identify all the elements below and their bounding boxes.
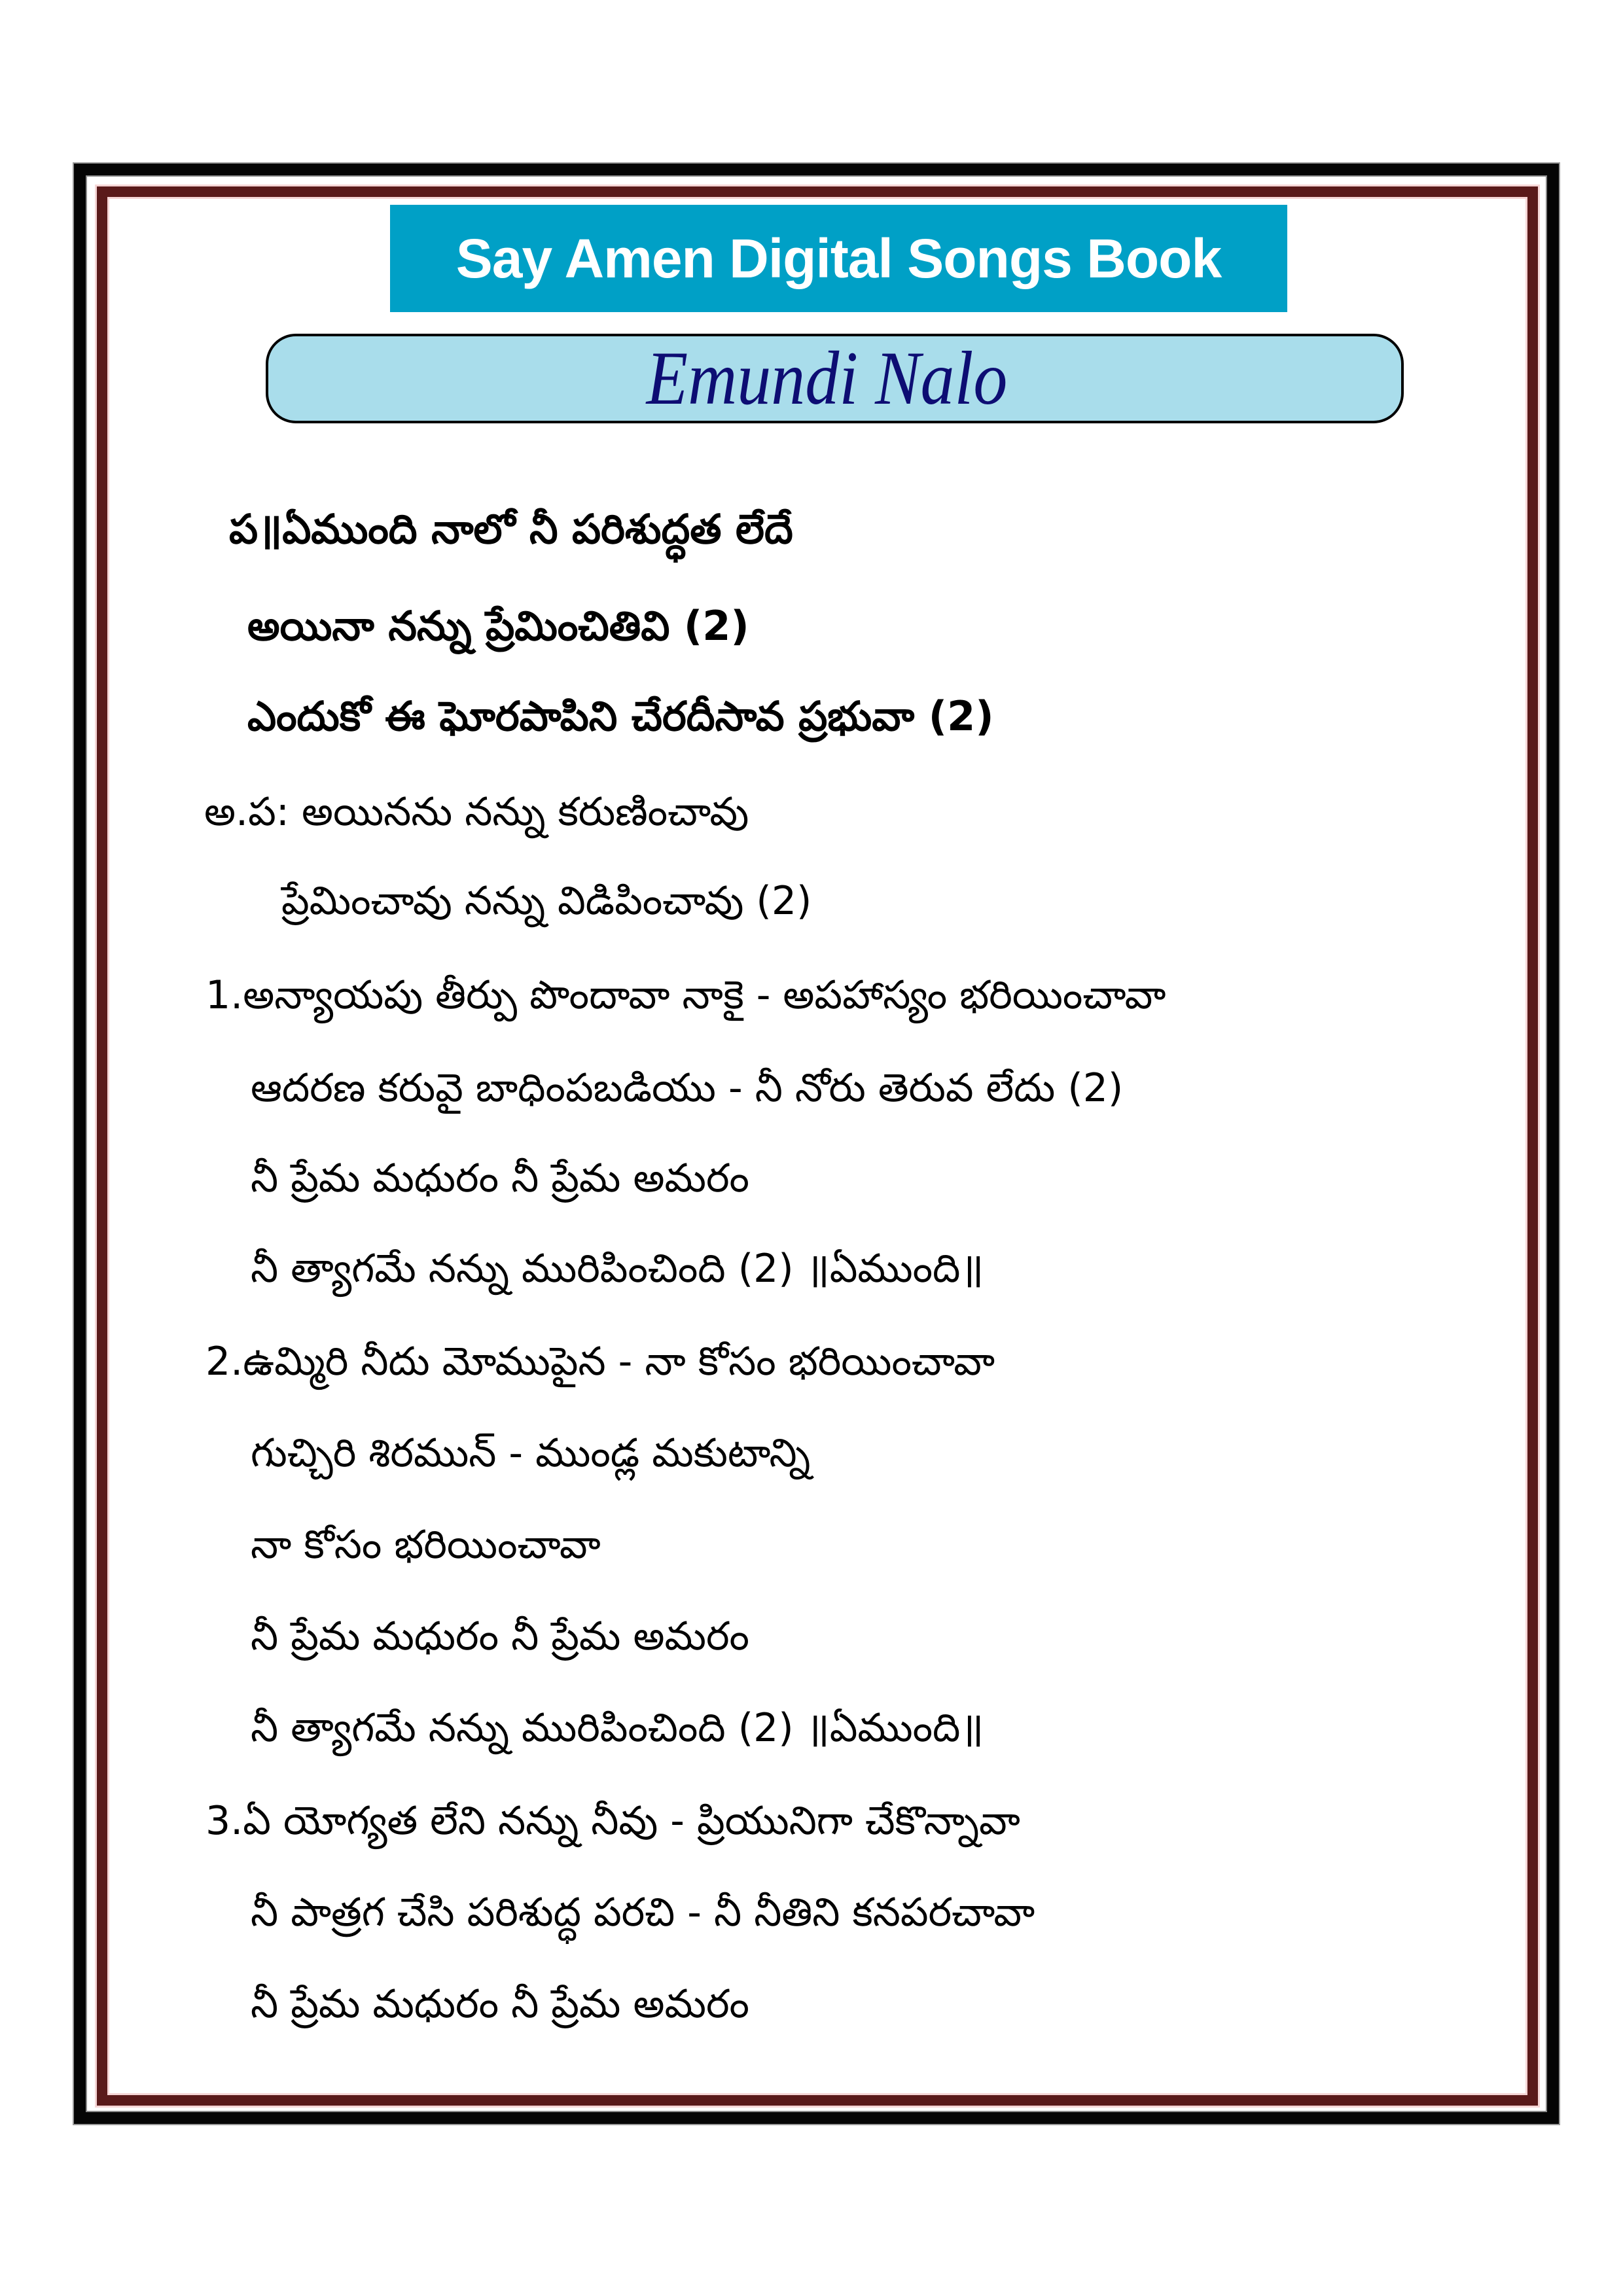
pallavi-line-3: ఎందుకో ఈ ఘోరపాపిని చేరదీసావ ప్రభువా (2) <box>247 692 994 740</box>
verse1-line-4: నీ త్యాగమే నన్ను మురిపించింది (2) ॥ఏముంది॥ <box>251 1246 984 1292</box>
verse3-line-3: నీ ప్రేమ మధురం నీ ప్రేమ అమరం <box>251 1981 749 2027</box>
verse1-line-1: 1.అన్యాయపు తీర్పు పొందావా నాకై - అపహాస్యం భరియించావా <box>205 972 1166 1018</box>
verse2-line-4: నీ ప్రేమ మధురం నీ ప్రేమ అమరం <box>251 1614 749 1659</box>
verse2-line-5: నీ త్యాగమే నన్ను మురిపించింది (2) ॥ఏముంది॥ <box>251 1705 984 1751</box>
verse2-line-3: నా కోసం భరియించావా <box>251 1522 601 1568</box>
song-title-pill <box>266 334 1404 423</box>
book-title-banner <box>390 205 1287 312</box>
anupallavi-line-2: ప్రేమించావు నన్ను విడిపించావు (2) <box>281 878 812 924</box>
verse1-line-3: నీ ప్రేమ మధురం నీ ప్రేమ అమరం <box>251 1156 749 1201</box>
anupallavi-line-1: అ.ప: అయినను నన్ను కరుణించావు <box>204 789 749 835</box>
verse3-line-1: 3.ఏ యోగ్యత లేని నన్ను నీవు - ప్రియునిగా చేకొన్నావా <box>205 1798 1020 1844</box>
verse3-line-2: నీ పాత్రగ చేసి పరిశుద్ధ పరచి - నీ నీతిని కనపరచావా <box>251 1890 1035 1935</box>
pallavi-line-2: అయినా నన్ను ప్రేమించితివి (2) <box>247 602 749 650</box>
pallavi-line-1: ప॥ఏముంది నాలో నీ పరిశుద్ధత లేదే <box>229 505 793 553</box>
verse2-line-2: గుచ్చిరి శిరమున్ - ముండ్ల మకుటాన్ని <box>251 1430 811 1476</box>
verse1-line-2: ఆదరణ కరువై బాధింపబడియు - నీ నోరు తెరువ లేదు (2) <box>251 1065 1124 1111</box>
verse2-line-1: 2.ఉమ్మిరి నీదు మోముపైన - నా కోసం భరియించావా <box>205 1339 995 1385</box>
book-title-text: Say Amen Digital Songs Book <box>455 228 1222 289</box>
song-title-text: Emundi Nalo <box>646 336 1008 421</box>
